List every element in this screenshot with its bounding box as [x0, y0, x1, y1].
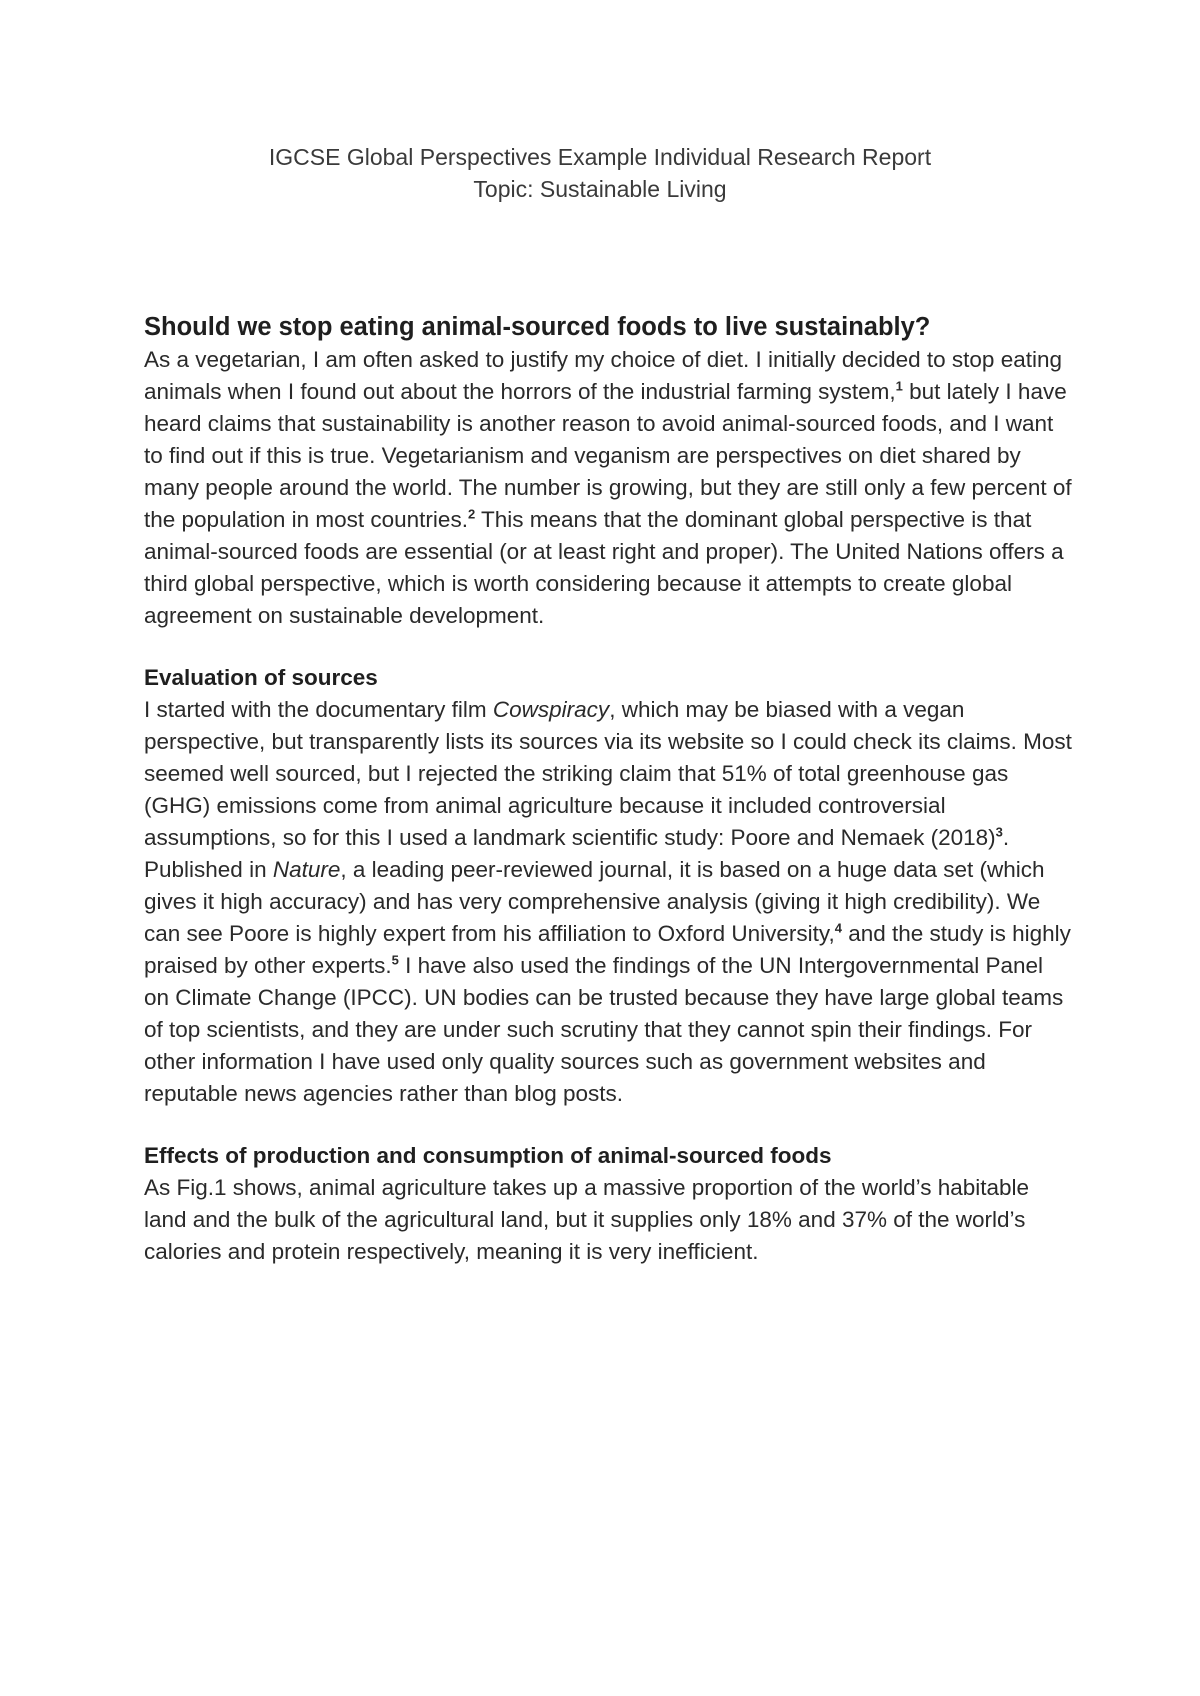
effects-paragraph: As Fig.1 shows, animal agriculture takes up a massive proportion of the world’s habitable land and the bulk of the agricultural land, but it supplies only 18% and 37% of the world’s calories and protein respectively, meaning it is very inefficient.	[144, 1175, 1030, 1264]
intro-text-c: This means that the dominant global perspective is that animal-sourced foods are essential (or at least right and proper). The United Nations offers a third global perspective, which is worth considering because it attempts to create global agreement on sustainable development.	[144, 507, 1064, 628]
report-title: IGCSE Global Perspectives Example Individual Research Report	[268, 144, 932, 170]
sources-text-e: and the study is highly praised by other experts.	[144, 921, 1071, 978]
sources-text-c: . Published in	[144, 825, 1010, 882]
sources-heading: Evaluation of sources	[144, 665, 378, 690]
sources-text-b: , which may be biased with a vegan perspective, but transparently lists its sources via its website so I could check its claims. Most seemed well sourced, but I rejected the striking claim that 51% of total greenhouse gas (GHG) emissions come from animal agriculture because it included controversial assumptions, so for this I used a landmark scientific study: Poore and Nemaek (2018)	[144, 697, 1072, 850]
document-body	[144, 310, 1074, 1268]
footnote-ref-3: 3	[995, 824, 1003, 840]
footnote-ref-4: 4	[834, 920, 842, 936]
sources-text-f: I have also used the findings of the UN Intergovernmental Panel on Climate Change (IPCC). UN bodies can be trusted because they have large global teams of top scientists, and they are under such scrutiny that they cannot spin their findings. For other information I have used only quality sources such as government websites and reputable news agencies rather than blog posts.	[144, 953, 1064, 1106]
sources-text-a: I started with the documentary film	[144, 697, 493, 722]
footnote-ref-1: 1	[895, 378, 903, 394]
film-title: Cowspiracy	[492, 697, 610, 722]
section-spacer	[144, 1110, 1074, 1140]
footnote-ref-5: 5	[391, 952, 399, 968]
section-spacer	[144, 632, 1074, 662]
intro-text-b: but lately I have heard claims that sustainability is another reason to avoid animal-sourced foods, and I want to find out if this is true. Vegetarianism and veganism are perspectives on diet shared by many people around the world. The number is growing, but they are still only a few percent of the population in most countries.	[144, 379, 1072, 532]
main-heading: Should we stop eating animal-sourced foods to live sustainably?	[144, 313, 931, 341]
intro-text-a: As a vegetarian, I am often asked to justify my choice of diet. I initially decided to stop eating animals when I found out about the horrors of the industrial farming system,	[144, 347, 1062, 404]
sources-text-d: , a leading peer-reviewed journal, it is based on a huge data set (which gives it high accuracy) and has very comprehensive analysis (giving it high credibility). We can see Poore is highly expert from his affiliation to Oxford University,	[144, 857, 1045, 946]
document-header	[0, 141, 1200, 205]
effects-heading: Effects of production and consumption of animal-sourced foods	[144, 1143, 832, 1168]
report-topic: Topic: Sustainable Living	[473, 176, 727, 202]
journal-title: Nature	[272, 857, 341, 882]
intro-paragraph	[144, 344, 1074, 632]
sources-paragraph	[144, 694, 1074, 1110]
footnote-ref-2: 2	[467, 506, 476, 522]
